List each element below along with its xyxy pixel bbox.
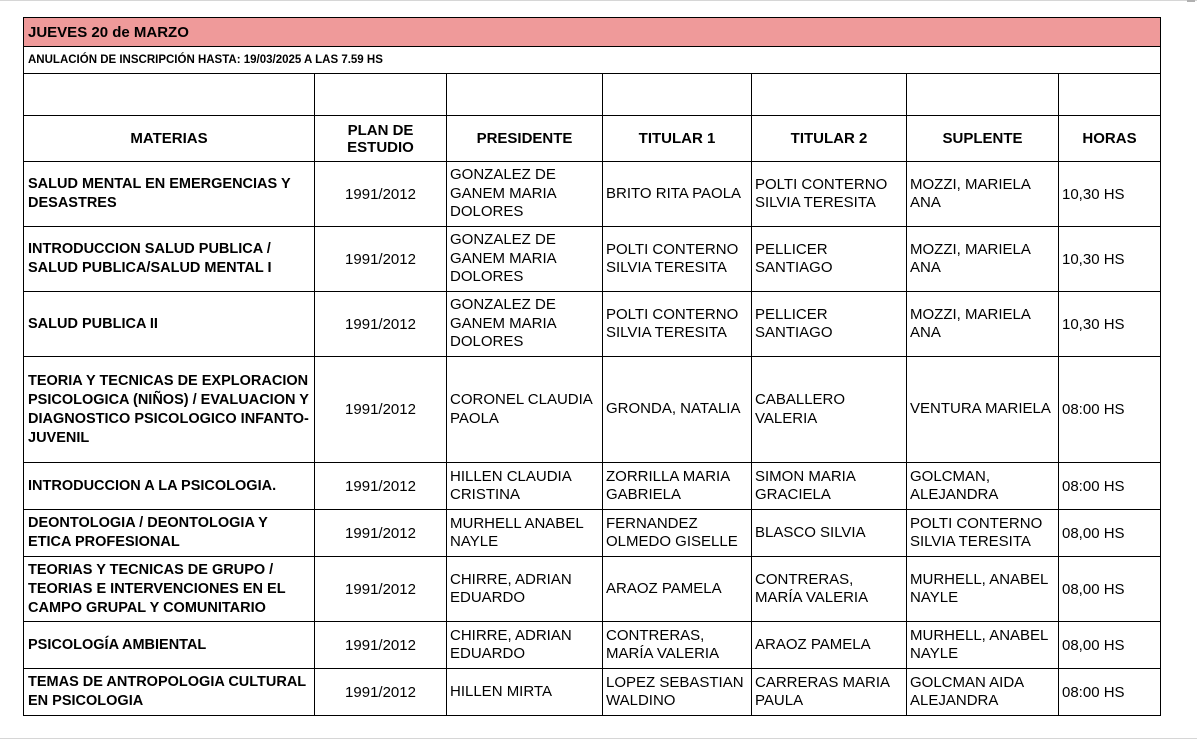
cell-materia: TEORIA Y TECNICAS DE EXPLORACION PSICOLOGICA (NIÑOS) / EVALUACION Y DIAGNOSTICO PSICOLOGICO INFANTO-JUVENIL [24, 357, 315, 463]
table-row [24, 622, 1161, 669]
cell-plan: 1991/2012 [315, 622, 447, 669]
cell-titular1: ARAOZ PAMELA [603, 557, 752, 622]
cell-suplente: MOZZI, MARIELA ANA [907, 292, 1059, 357]
cell-presidente: CHIRRE, ADRIAN EDUARDO [447, 622, 603, 669]
corner-mark [1187, 0, 1195, 2]
header-horas: HORAS [1059, 116, 1161, 162]
cell-plan: 1991/2012 [315, 162, 447, 227]
cell-plan: 1991/2012 [315, 463, 447, 510]
cell-titular2: PELLICER SANTIAGO [752, 227, 907, 292]
table-row [24, 669, 1161, 716]
cell-suplente: MOZZI, MARIELA ANA [907, 227, 1059, 292]
cell-horas: 10,30 HS [1059, 227, 1161, 292]
cell-materia: INTRODUCCION SALUD PUBLICA / SALUD PUBLICA/SALUD MENTAL I [24, 227, 315, 292]
cell-presidente: CHIRRE, ADRIAN EDUARDO [447, 557, 603, 622]
schedule-title: JUEVES 20 de MARZO [24, 18, 1161, 47]
cell-horas: 08:00 HS [1059, 669, 1161, 716]
cell-horas: 08,00 HS [1059, 622, 1161, 669]
cell-plan: 1991/2012 [315, 557, 447, 622]
cancellation-deadline: ANULACIÓN DE INSCRIPCIÓN HASTA: 19/03/2025 A LAS 7.59 HS [24, 47, 1161, 74]
cell-titular1: FERNANDEZ OLMEDO GISELLE [603, 510, 752, 557]
cell-suplente: VENTURA MARIELA [907, 357, 1059, 463]
cell-titular1: CONTRERAS, MARÍA VALERIA [603, 622, 752, 669]
cell-horas: 08,00 HS [1059, 557, 1161, 622]
cell-materia: INTRODUCCION A LA PSICOLOGIA. [24, 463, 315, 510]
cell-plan: 1991/2012 [315, 510, 447, 557]
cell-suplente: MOZZI, MARIELA ANA [907, 162, 1059, 227]
header-titular2: TITULAR 2 [752, 116, 907, 162]
table-row [24, 357, 1161, 463]
table-row [24, 557, 1161, 622]
header-row [24, 116, 1161, 162]
cell-horas: 08,00 HS [1059, 510, 1161, 557]
cell-presidente: HILLEN MIRTA [447, 669, 603, 716]
page-top-border [0, 0, 1197, 1]
table-row [24, 227, 1161, 292]
cell-titular2: SIMON MARIA GRACIELA [752, 463, 907, 510]
header-suplente: SUPLENTE [907, 116, 1059, 162]
cell-plan: 1991/2012 [315, 227, 447, 292]
header-presidente: PRESIDENTE [447, 116, 603, 162]
cell-horas: 10,30 HS [1059, 292, 1161, 357]
cell-titular2: ARAOZ PAMELA [752, 622, 907, 669]
cell-titular1: LOPEZ SEBASTIAN WALDINO [603, 669, 752, 716]
cell-presidente: GONZALEZ DE GANEM MARIA DOLORES [447, 227, 603, 292]
page-bottom-border [0, 738, 1197, 739]
cell-horas: 08:00 HS [1059, 463, 1161, 510]
cell-titular1: BRITO RITA PAOLA [603, 162, 752, 227]
cell-titular2: PELLICER SANTIAGO [752, 292, 907, 357]
cell-titular2: CONTRERAS, MARÍA VALERIA [752, 557, 907, 622]
cell-materia: DEONTOLOGIA / DEONTOLOGIA Y ETICA PROFESIONAL [24, 510, 315, 557]
cell-materia: PSICOLOGÍA AMBIENTAL [24, 622, 315, 669]
cell-presidente: GONZALEZ DE GANEM MARIA DOLORES [447, 162, 603, 227]
blank-row [24, 74, 1161, 116]
cell-suplente: GOLCMAN, ALEJANDRA [907, 463, 1059, 510]
cell-presidente: CORONEL CLAUDIA PAOLA [447, 357, 603, 463]
cell-titular1: GRONDA, NATALIA [603, 357, 752, 463]
cell-presidente: HILLEN CLAUDIA CRISTINA [447, 463, 603, 510]
cell-suplente: MURHELL, ANABEL NAYLE [907, 622, 1059, 669]
cell-materia: TEORIAS Y TECNICAS DE GRUPO / TEORIAS E INTERVENCIONES EN EL CAMPO GRUPAL Y COMUNITARIO [24, 557, 315, 622]
cell-titular1: ZORRILLA MARIA GABRIELA [603, 463, 752, 510]
cell-horas: 10,30 HS [1059, 162, 1161, 227]
cell-suplente: GOLCMAN AIDA ALEJANDRA [907, 669, 1059, 716]
cell-presidente: MURHELL ANABEL NAYLE [447, 510, 603, 557]
header-titular1: TITULAR 1 [603, 116, 752, 162]
cell-titular1: POLTI CONTERNO SILVIA TERESITA [603, 227, 752, 292]
exam-schedule-table [23, 17, 1161, 716]
cell-plan: 1991/2012 [315, 357, 447, 463]
cell-titular2: CABALLERO VALERIA [752, 357, 907, 463]
cell-titular2: CARRERAS MARIA PAULA [752, 669, 907, 716]
cell-suplente: MURHELL, ANABEL NAYLE [907, 557, 1059, 622]
cell-materia: SALUD PUBLICA II [24, 292, 315, 357]
table-row [24, 510, 1161, 557]
cell-suplente: POLTI CONTERNO SILVIA TERESITA [907, 510, 1059, 557]
cell-plan: 1991/2012 [315, 669, 447, 716]
cell-materia: SALUD MENTAL EN EMERGENCIAS Y DESASTRES [24, 162, 315, 227]
cell-presidente: GONZALEZ DE GANEM MARIA DOLORES [447, 292, 603, 357]
header-materias: MATERIAS [24, 116, 315, 162]
table-row [24, 463, 1161, 510]
header-plan: PLAN DE ESTUDIO [315, 116, 447, 162]
cell-titular2: BLASCO SILVIA [752, 510, 907, 557]
cell-horas: 08:00 HS [1059, 357, 1161, 463]
table-row [24, 162, 1161, 227]
cell-titular1: POLTI CONTERNO SILVIA TERESITA [603, 292, 752, 357]
cell-materia: TEMAS DE ANTROPOLOGIA CULTURAL EN PSICOLOGIA [24, 669, 315, 716]
table-row [24, 292, 1161, 357]
cell-plan: 1991/2012 [315, 292, 447, 357]
cell-titular2: POLTI CONTERNO SILVIA TERESITA [752, 162, 907, 227]
